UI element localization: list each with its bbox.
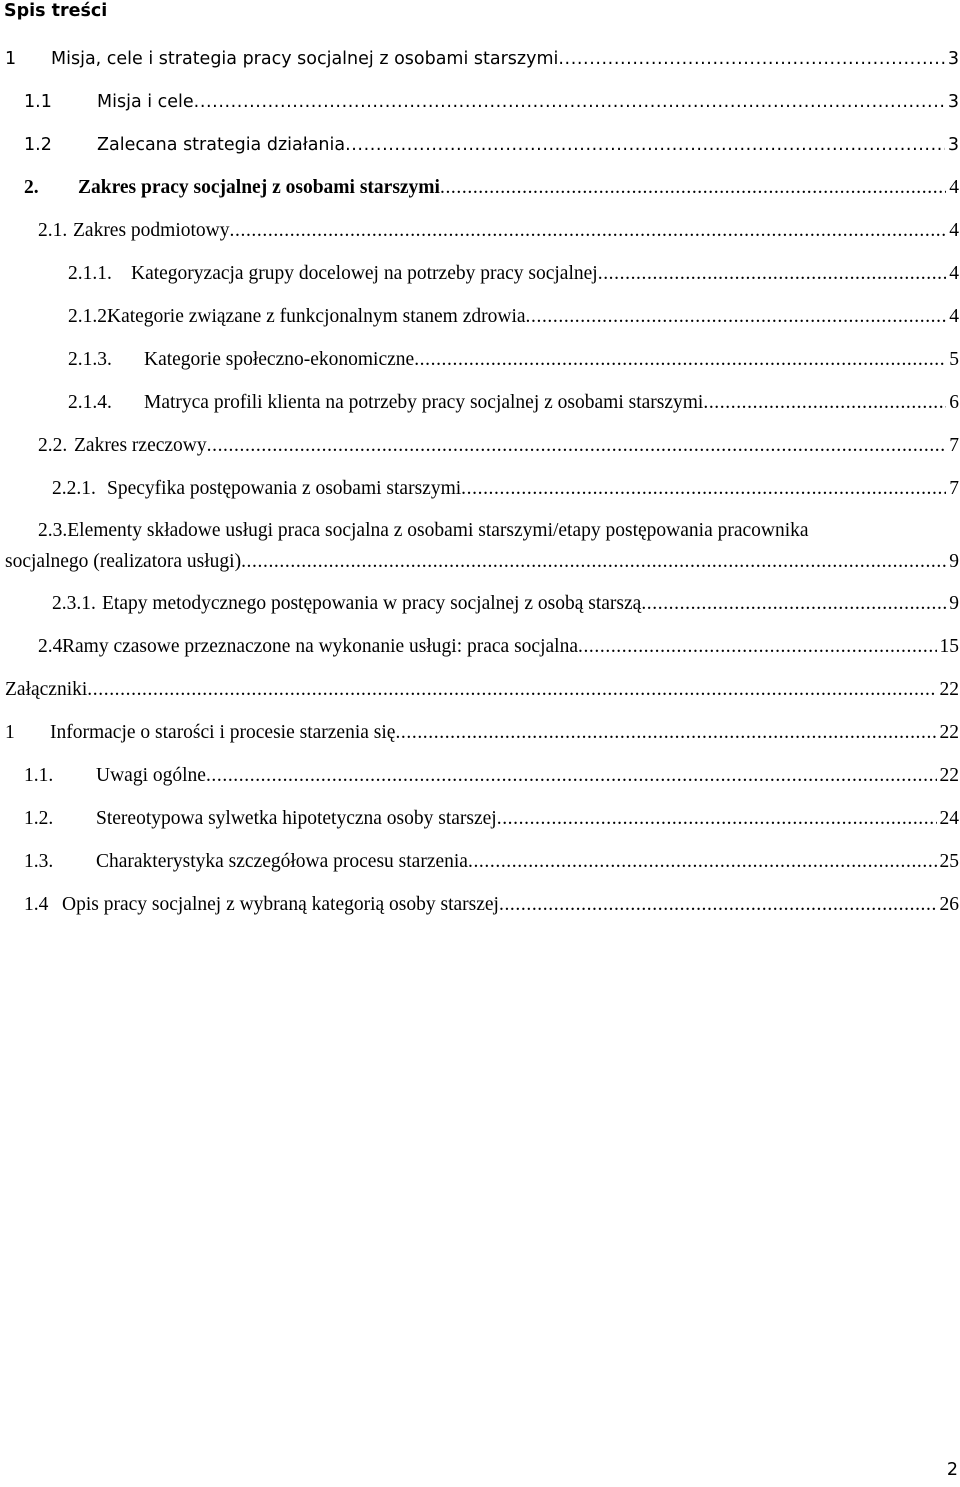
toc-entry-number: 2.1.1. (68, 263, 112, 284)
toc-entry-page: 4 (949, 220, 959, 241)
toc-entry-text: Misja i cele (97, 92, 194, 112)
toc-entry-text: Ramy czasowe przeznaczone na wykonanie usługi: praca socjalna (62, 636, 578, 657)
toc-entry-number: 1 (5, 722, 15, 743)
toc-entry[interactable] (38, 633, 959, 661)
toc-entry-page: 25 (939, 851, 959, 872)
toc-entry-number: 2.1.2. (68, 306, 112, 327)
toc-entry-page: 9 (949, 551, 959, 572)
toc-entry-page: 3 (947, 92, 959, 112)
toc-entry-number: 1.4 (24, 894, 49, 915)
toc-dot-leader (345, 131, 945, 159)
toc-dot-leader (578, 633, 937, 661)
toc-entry-number: 2.1.3. (68, 349, 112, 370)
toc-dot-leader (207, 432, 947, 460)
toc-entry-text: Zakres podmiotowy (73, 220, 230, 241)
toc-entry-page: 15 (939, 636, 959, 657)
toc-entry[interactable] (52, 590, 959, 618)
toc-dot-leader (206, 762, 937, 790)
toc-entry[interactable] (52, 475, 959, 503)
toc-entry-number: 2.1. (38, 220, 68, 241)
toc-entry-text: Opis pracy socjalnej z wybraną kategorią osoby starszej (62, 894, 499, 915)
toc-entry-page: 24 (939, 808, 959, 829)
toc-entry[interactable] (24, 131, 959, 159)
toc-entry-text: Zalecana strategia działania (97, 135, 346, 155)
toc-dot-leader (230, 217, 947, 245)
toc-entry-number: 1.1. (24, 765, 54, 786)
toc-entry-page: 22 (939, 722, 959, 743)
toc-entry[interactable] (38, 217, 959, 245)
toc-entry-text-continued: socjalnego (realizatora usługi) (5, 551, 242, 572)
toc-dot-leader (468, 848, 937, 876)
toc-entry-text: Specyfika postępowania z osobami starszymi (107, 478, 462, 499)
toc-entry-text: Zakres rzeczowy (74, 435, 207, 456)
toc-entry-page: 6 (949, 392, 959, 413)
toc-entry-number: 1.1 (24, 92, 52, 112)
toc-entry-page: 9 (949, 593, 959, 614)
toc-dot-leader (703, 389, 946, 417)
toc-entry-text: Matryca profili klienta na potrzeby pracy socjalnej z osobami starszymi (144, 392, 704, 413)
toc-entry[interactable] (24, 891, 959, 919)
toc-dot-leader (598, 260, 947, 288)
toc-entry[interactable] (38, 432, 959, 460)
toc-entry-page: 4 (949, 263, 959, 284)
toc-entry[interactable] (68, 260, 959, 288)
toc-entry-page: 7 (949, 435, 959, 456)
toc-entry-number: 1.3. (24, 851, 54, 872)
toc-entry-text: Zakres pracy socjalnej z osobami starszymi (78, 177, 440, 198)
toc-entry-text: Kategoryzacja grupy docelowej na potrzeby pracy socjalnej (131, 263, 598, 284)
toc-entry-number: 2.1.4. (68, 392, 112, 413)
toc-entry-page: 5 (949, 349, 959, 370)
toc-entry-number: 2. (24, 177, 39, 198)
toc-entry[interactable] (5, 517, 959, 577)
toc-entry-text: Elementy składowe usługi praca socjalna z osobami starszymi/etapy postępowania pracownika (67, 520, 809, 541)
toc-entry[interactable] (5, 45, 959, 73)
page-number: 2 (946, 1460, 958, 1480)
toc-dot-leader (558, 45, 944, 73)
toc-dot-leader (497, 805, 937, 833)
toc-dot-leader (641, 590, 946, 618)
toc-entry-text: Informacje o starości i procesie starzenia się (50, 722, 396, 743)
toc-entry-page: 4 (949, 306, 959, 327)
toc-entry-number: 1.2. (24, 808, 54, 829)
toc-entry-text: Etapy metodycznego postępowania w pracy socjalnej z osobą starszą (102, 593, 642, 614)
toc-entry-page: 22 (939, 765, 959, 786)
toc-entry-page: 26 (939, 894, 959, 915)
toc-entry-number: 2.4 (38, 636, 63, 657)
toc-entry-text: Charakterystyka szczegółowa procesu starzenia (96, 851, 468, 872)
toc-entry-number: 1 (5, 49, 17, 69)
toc-entry-page: 22 (939, 679, 959, 700)
toc-dot-leader (395, 719, 936, 747)
toc-entry-page: 4 (949, 177, 959, 198)
toc-dot-leader (194, 88, 945, 116)
toc-entry-number: 1.2 (24, 135, 52, 155)
toc-title: Spis treści (4, 1, 108, 21)
toc-dot-leader (526, 303, 947, 331)
toc-entry-number: 2.3.1. (52, 593, 96, 614)
toc-entry-text: Kategorie społeczno-ekonomiczne (144, 349, 415, 370)
toc-dot-leader (414, 346, 946, 374)
toc-dot-leader (241, 548, 946, 576)
toc-entry-text: Załączniki (5, 679, 88, 700)
toc-entry-text: Misja, cele i strategia pracy socjalnej z osobami starszymi (51, 49, 559, 69)
toc-entry-page: 7 (949, 478, 959, 499)
toc-entry[interactable] (5, 719, 959, 747)
toc-entry[interactable] (68, 303, 959, 331)
toc-entry[interactable] (68, 389, 959, 417)
toc-dot-leader (440, 174, 946, 202)
toc-entry-page: 3 (947, 49, 959, 69)
toc-entry-number: 2.3. (38, 520, 68, 541)
toc-entry-text: Kategorie związane z funkcjonalnym stanem zdrowia (107, 306, 526, 327)
toc-dot-leader (461, 475, 946, 503)
toc-entry-page: 3 (947, 135, 959, 155)
toc-entry[interactable] (68, 346, 959, 374)
toc-entry[interactable] (24, 848, 959, 876)
toc-dot-leader (499, 891, 937, 919)
toc-entry[interactable] (5, 676, 959, 704)
toc-entry[interactable] (24, 174, 959, 202)
toc-entry[interactable] (24, 88, 959, 116)
toc-entry[interactable] (24, 762, 959, 790)
toc-dot-leader (87, 676, 936, 704)
toc-entry-text: Uwagi ogólne (96, 765, 206, 786)
toc-entry-number: 2.2.1. (52, 478, 96, 499)
toc-entry[interactable] (24, 805, 959, 833)
toc-entry-number: 2.2. (38, 435, 68, 456)
toc-entry-text: Stereotypowa sylwetka hipotetyczna osoby starszej (96, 808, 497, 829)
